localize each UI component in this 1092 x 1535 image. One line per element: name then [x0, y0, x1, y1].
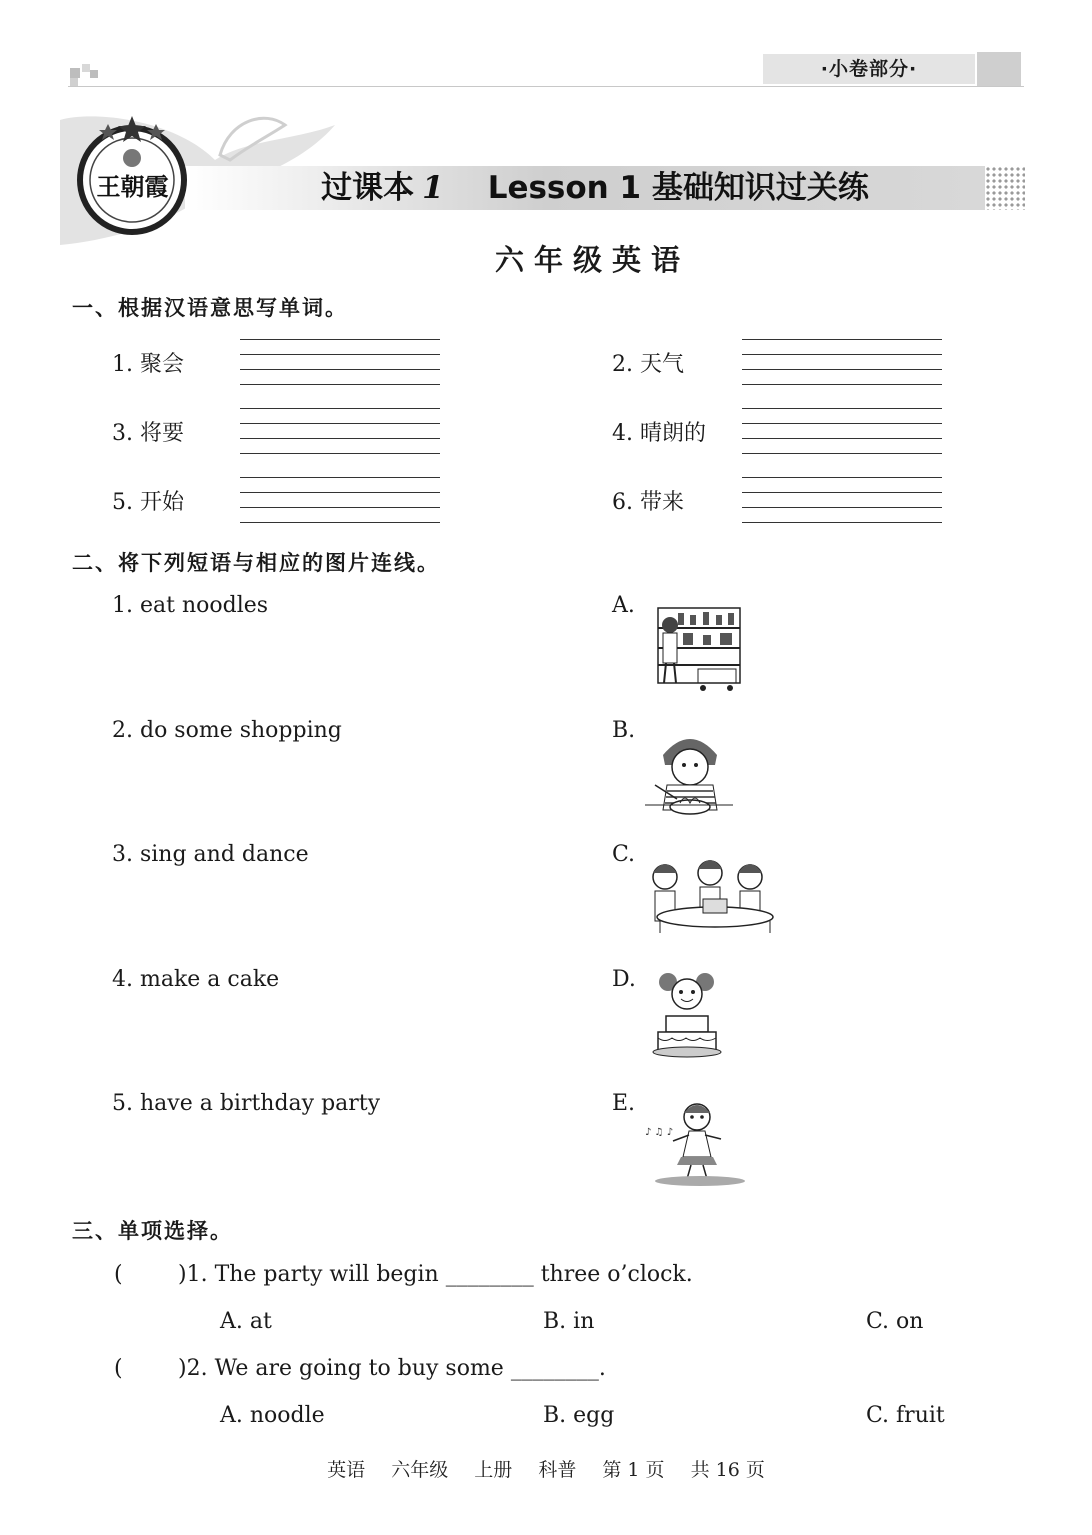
picture-letter: E. — [612, 1091, 636, 1116]
phrase-item[interactable]: 2. do some shopping — [112, 718, 342, 743]
option-c[interactable]: C. fruit — [866, 1403, 945, 1428]
answer-lines[interactable] — [742, 339, 942, 385]
page-footer — [0, 1455, 1092, 1482]
option-b[interactable]: B. in — [543, 1309, 595, 1334]
picture-letter: D. — [612, 967, 636, 992]
section-tab-end — [977, 52, 1021, 86]
dancing-picture[interactable] — [645, 1095, 750, 1187]
answer-paren[interactable]: ( — [114, 1356, 123, 1381]
answer-paren[interactable]: ( — [114, 1262, 123, 1287]
picture-letter: B. — [612, 718, 636, 743]
answer-lines[interactable] — [240, 477, 440, 523]
footer-grade: 六年级 — [391, 1459, 449, 1481]
title-number: 1 — [422, 170, 444, 206]
footer-volume: 上册 — [474, 1459, 513, 1481]
phrase-item[interactable]: 3. sing and dance — [112, 842, 309, 867]
title-main: Lesson 1 基础知识过关练 — [487, 170, 869, 206]
question-stem: )2. We are going to buy some ________. — [178, 1356, 606, 1381]
option-c[interactable]: C. on — [866, 1309, 924, 1334]
corner-square-decoration — [90, 70, 98, 78]
footer-publisher: 科普 — [538, 1459, 577, 1481]
part2-heading: 二、将下列短语与相应的图片连线。 — [72, 551, 440, 575]
phrase-item[interactable]: 4. make a cake — [112, 967, 280, 992]
picture-letter: A. — [612, 593, 635, 618]
cake-picture[interactable] — [650, 968, 725, 1060]
answer-lines[interactable] — [742, 477, 942, 523]
footer-total: 共 16 页 — [690, 1459, 765, 1481]
title-prefix: 过课本 — [321, 170, 415, 206]
part1-item: 5. 开始 — [112, 490, 184, 515]
footer-subject: 英语 — [327, 1459, 366, 1481]
subtitle: 六年级英语 — [494, 243, 690, 277]
party-picture[interactable] — [645, 855, 775, 935]
section-tab: ·小卷部分· — [763, 54, 975, 84]
answer-lines[interactable] — [742, 408, 942, 454]
phrase-item[interactable]: 1. eat noodles — [112, 593, 269, 618]
part1-item: 4. 晴朗的 — [612, 421, 706, 446]
corner-square-decoration — [70, 78, 78, 86]
part1-item: 1. 聚会 — [112, 352, 184, 377]
page-title — [185, 166, 1005, 210]
shopping-picture[interactable] — [648, 603, 743, 693]
svg-text:♪ ♫ ♪: ♪ ♫ ♪ — [645, 1127, 674, 1138]
part1-item: 2. 天气 — [612, 352, 684, 377]
question-stem: )1. The party will begin ________ three o’clock. — [178, 1262, 693, 1287]
footer-page: 第 1 页 — [602, 1459, 665, 1481]
eating-noodles-picture[interactable] — [645, 725, 735, 820]
part1-item: 6. 带来 — [612, 490, 684, 515]
header-rule — [68, 86, 1024, 87]
answer-lines[interactable] — [240, 339, 440, 385]
answer-lines[interactable] — [240, 408, 440, 454]
option-b[interactable]: B. egg — [543, 1403, 615, 1428]
phrase-item[interactable]: 5. have a birthday party — [112, 1091, 381, 1116]
part1-heading: 一、根据汉语意思写单词。 — [72, 296, 348, 320]
corner-square-decoration — [70, 68, 80, 78]
corner-square-decoration — [82, 64, 90, 72]
part3-heading: 三、单项选择。 — [72, 1219, 233, 1243]
option-a[interactable]: A. at — [220, 1309, 272, 1334]
option-a[interactable]: A. noodle — [220, 1403, 325, 1428]
part1-item: 3. 将要 — [112, 421, 184, 446]
logo-text: 王朝霞 — [96, 172, 169, 201]
picture-letter: C. — [612, 842, 636, 867]
